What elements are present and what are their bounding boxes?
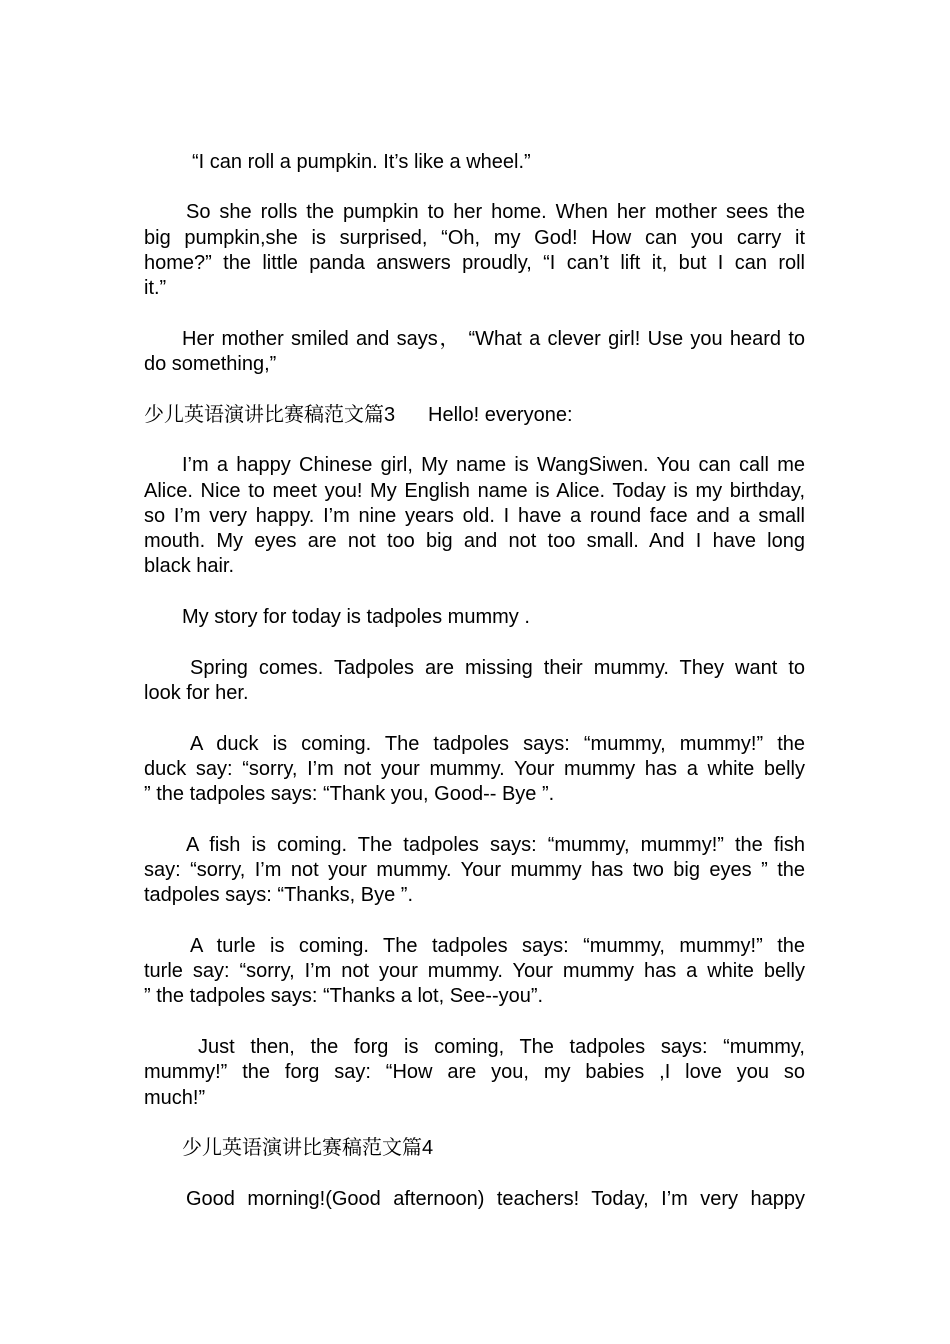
paragraph-rolls-home bbox=[144, 200, 805, 301]
text-line: “I can roll a pumpkin. It’s like a wheel.” bbox=[192, 150, 531, 173]
text-line: home?” the little panda answers proudly, “I can’t lift it, but I can roll bbox=[144, 251, 805, 274]
text-line: Good morning!(Good afternoon) teachers! Today, I’m very happy bbox=[186, 1187, 805, 1210]
paragraph-good-morning bbox=[144, 1187, 805, 1212]
paragraph-clever-girl bbox=[144, 327, 805, 378]
text-line: mouth. My eyes are not too big and not too small. And I have long bbox=[144, 530, 805, 553]
speech-4-title: 少儿英语演讲比赛稿范文篇4 bbox=[182, 1137, 434, 1160]
text-line: Just then, the forg is coming, The tadpoles says: “mummy, bbox=[198, 1036, 805, 1059]
paragraph-turtle bbox=[144, 934, 805, 1010]
text-line: A duck is coming. The tadpoles says: “mummy, mummy!” the bbox=[190, 732, 805, 755]
text-line: So she rolls the pumpkin to her home. When her mother sees the bbox=[186, 201, 805, 224]
text-line: Her mother smiled and says， “What a clever girl! Use you heard to bbox=[182, 327, 805, 350]
text-line: ” the tadpoles says: “Thank you, Good-- Bye ”. bbox=[144, 783, 555, 806]
text-line: Alice. Nice to meet you! My English name is Alice. Today is my birthday, bbox=[144, 479, 805, 502]
paragraph-spring bbox=[144, 656, 805, 707]
text-line: say: “sorry, I’m not your mummy. Your mummy has two big eyes ” the bbox=[144, 859, 805, 881]
text-line: big pumpkin,she is surprised, “Oh, my God! How can you carry it bbox=[144, 226, 805, 249]
paragraph-story-title bbox=[144, 605, 805, 630]
text-body bbox=[144, 150, 805, 1238]
text-line: black hair. bbox=[144, 555, 235, 578]
paragraph-duck bbox=[144, 732, 805, 808]
text-line: it.” bbox=[144, 277, 167, 300]
text-line: My story for today is tadpoles mummy . bbox=[182, 606, 530, 629]
text-line: A turle is coming. The tadpoles says: “mummy, mummy!” the bbox=[190, 934, 805, 957]
text-line: ” the tadpoles says: “Thanks a lot, See--you”. bbox=[144, 985, 544, 1008]
speech-3-greeting: Hello! everyone: bbox=[428, 403, 573, 426]
paragraph-self-intro bbox=[144, 453, 805, 579]
paragraph-roll-pumpkin bbox=[144, 150, 805, 175]
text-line: Spring comes. Tadpoles are missing their mummy. They want to bbox=[190, 656, 805, 679]
text-line: tadpoles says: “Thanks, Bye ”. bbox=[144, 884, 414, 907]
text-line: look for her. bbox=[144, 681, 249, 704]
paragraph-frog bbox=[144, 1035, 805, 1111]
text-line: mummy!” the forg say: “How are you, my babies ,I love you so bbox=[144, 1061, 805, 1084]
speech-3-title: 少儿英语演讲比赛稿范文篇3 bbox=[144, 403, 396, 426]
text-line: do something,” bbox=[144, 353, 277, 376]
paragraph-fish bbox=[144, 833, 805, 909]
speech-4-heading bbox=[144, 1136, 805, 1161]
text-line: duck say: “sorry, I’m not your mummy. Your mummy has a white belly bbox=[144, 757, 805, 780]
text-line: so I’m very happy. I’m nine years old. I have a round face and a small bbox=[144, 504, 805, 527]
text-line: turle say: “sorry, I’m not your mummy. Your mummy has a white belly bbox=[144, 960, 805, 983]
text-line: much!” bbox=[144, 1086, 206, 1109]
speech-3-heading bbox=[144, 403, 805, 428]
text-line: I’m a happy Chinese girl, My name is WangSiwen. You can call me bbox=[182, 454, 805, 477]
text-line: A fish is coming. The tadpoles says: “mummy, mummy!” the fish bbox=[186, 833, 805, 856]
